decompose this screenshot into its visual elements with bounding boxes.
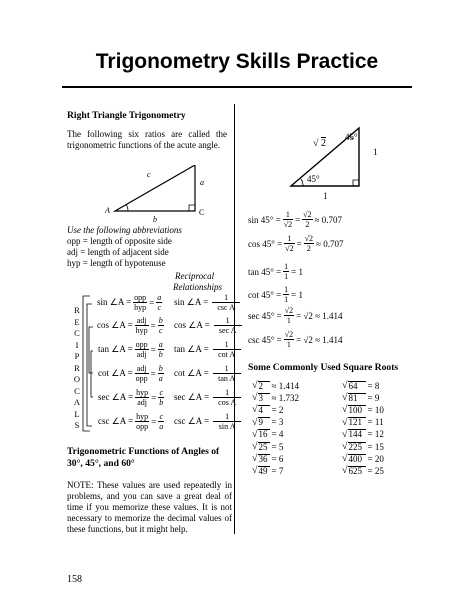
reciprocal-row: [174, 293, 240, 312]
root-value: = 5: [271, 441, 284, 452]
radical-sign: √: [342, 428, 348, 440]
reciprocal-fraction: [213, 340, 241, 359]
radical-sign: √: [342, 416, 348, 428]
page-number: 158: [67, 574, 82, 585]
value-fraction-2: [304, 234, 314, 253]
radicand: 9: [258, 417, 270, 427]
reciprocal-fraction-den: csc A: [217, 303, 235, 312]
value-fraction-num: 1: [283, 210, 293, 220]
square-root-row: [252, 404, 283, 415]
value-function: sin 45° =: [248, 214, 281, 225]
value-fraction-den: √2: [285, 244, 294, 253]
ratio-letter-fraction: [156, 293, 162, 312]
reciprocal-row: [174, 388, 241, 407]
vertical-letter: I: [75, 339, 79, 350]
radical-sign: √: [252, 380, 258, 391]
reciprocal-heading-line2: Relationships: [173, 282, 222, 292]
value-row: [248, 234, 343, 253]
vertical-letter: P: [74, 351, 80, 361]
ratio-word-fraction-num: adj: [135, 316, 149, 326]
ratio-word-fraction-num: adj: [135, 364, 149, 374]
radicand: 625: [348, 466, 366, 476]
ratio-letter-fraction-num: a: [158, 340, 163, 349]
label-hyp: 2: [321, 138, 326, 149]
ratio-word-fraction-den: opp: [136, 422, 149, 431]
radical-sign: √: [342, 465, 348, 477]
radicand: 16: [258, 429, 268, 440]
hyp-radical: √: [313, 138, 319, 149]
radicand: 2: [258, 381, 270, 391]
vertical-letter: C: [74, 385, 80, 396]
value-result: = 1: [291, 289, 303, 300]
square-root-row: [342, 429, 384, 440]
root-value: = 9: [367, 392, 380, 403]
ratio-letter-fraction-den: c: [158, 326, 163, 335]
reciprocal-fraction-num: 1: [213, 388, 241, 398]
abbr-opp: opp = length of opposite side: [67, 236, 172, 246]
ratio-letter-fraction: [158, 364, 164, 383]
title-rule: [62, 86, 412, 88]
reciprocal-function: tan ∠A =: [174, 344, 209, 354]
value-fraction-2-den: 2: [306, 244, 311, 253]
reciprocal-fraction-num: 1: [214, 316, 242, 326]
square-root-row: [342, 380, 379, 391]
root-value: = 7: [271, 465, 284, 476]
root-value: = 6: [271, 453, 284, 464]
radical-sign: √: [252, 465, 258, 477]
reciprocal-function: sin ∠A =: [174, 297, 209, 307]
ratio-word-fraction-den: hyp: [135, 326, 148, 335]
root-value: = 12: [367, 429, 384, 440]
radicand: 121: [348, 417, 366, 427]
ratio-word-fraction-den: hyp: [134, 303, 147, 312]
value-fraction: [283, 210, 293, 229]
radical-sign: √: [342, 404, 348, 416]
radical-sign: √: [252, 416, 258, 428]
radical-sign: √: [342, 392, 348, 404]
root-value: = 10: [367, 404, 384, 415]
value-result: = √2 ≈ 1.414: [296, 334, 343, 345]
vertical-letter: O: [73, 374, 81, 384]
ratio-function: cot ∠A =: [98, 368, 133, 378]
radicand: 25: [258, 441, 268, 452]
value-fraction: [284, 234, 294, 253]
label-A: A: [105, 206, 110, 215]
ratio-letter-fraction: [158, 388, 164, 407]
root-value: ≈ 1.732: [271, 392, 299, 403]
ratio-letter-fraction: [158, 412, 164, 431]
value-fraction-num: 1: [284, 285, 289, 294]
value-fraction-2-num: √2: [303, 210, 312, 219]
value-fraction-den: 1: [284, 295, 289, 304]
value-fraction: [284, 306, 294, 325]
label-top-angle: 45°: [345, 132, 358, 142]
triangle-45-diagram: [285, 122, 395, 204]
value-fraction: [284, 330, 294, 349]
value-approx: ≈ 0.707: [316, 238, 344, 249]
ratio-function: sin ∠A =: [97, 297, 132, 307]
value-row: [248, 306, 343, 325]
label-c: c: [147, 170, 151, 179]
label-base: 1: [323, 191, 328, 201]
square-roots-heading: Some Commonly Used Square Roots: [248, 362, 399, 373]
vertical-letter: C: [74, 328, 80, 338]
reciprocal-function: csc ∠A =: [174, 416, 210, 426]
vertical-letter: S: [74, 420, 80, 430]
ratio-word-fraction-den: opp: [135, 374, 148, 383]
reciprocal-fraction-den: sin A: [218, 422, 236, 431]
ratio-row: [97, 316, 164, 335]
vertical-letter: E: [74, 316, 80, 327]
ratio-letter-fraction-den: b: [159, 398, 164, 407]
label-C: C: [199, 208, 205, 217]
ratio-word-fraction: [133, 293, 147, 312]
vertical-letter: R: [74, 305, 80, 315]
radical-sign: √: [252, 428, 258, 440]
value-fraction-den: 1: [286, 340, 291, 349]
radical-sign: √: [252, 453, 258, 465]
ratio-letter-fraction-num: c: [159, 412, 163, 421]
root-value: = 8: [367, 380, 380, 391]
ratio-equals: =: [150, 344, 156, 355]
label-b: b: [153, 215, 157, 224]
ratio-word-fraction: [135, 388, 149, 407]
angles-heading: Trigonometric Functions of Angles of 30°, 45°, and 60°: [67, 446, 220, 469]
ratio-row: [98, 364, 164, 383]
radicand: 64: [348, 381, 366, 391]
reciprocal-heading-line1: Reciprocal: [175, 271, 215, 281]
abbr-adj: adj = length of adjacent side: [67, 247, 169, 257]
ratio-word-fraction-num: opp: [135, 340, 148, 349]
reciprocal-fraction: [214, 316, 242, 335]
vertical-letter: R: [74, 362, 80, 373]
square-root-row: [342, 465, 384, 476]
root-value: = 3: [271, 417, 284, 428]
ratio-row: [97, 293, 162, 312]
radicand: 400: [348, 454, 366, 464]
radicand: 36: [258, 453, 268, 464]
reciprocal-fraction-num: 1: [213, 412, 241, 422]
reciprocal-fraction: [212, 293, 240, 312]
value-fraction-num: √2: [284, 306, 294, 315]
square-root-row: [342, 417, 384, 428]
radicand: 144: [348, 429, 366, 439]
ratio-word-fraction: [135, 364, 149, 383]
reciprocal-fraction-num: 1: [212, 293, 240, 303]
radical-sign: √: [252, 441, 258, 452]
square-root-row: [252, 453, 283, 464]
root-value: = 20: [367, 453, 384, 464]
root-value: ≈ 1.414: [271, 380, 299, 391]
reciprocal-fraction-num: 1: [213, 340, 241, 350]
reciprocal-fraction-den: tan A: [218, 374, 236, 383]
reciprocal-row: [174, 340, 241, 359]
radicand: 81: [348, 393, 366, 403]
root-value: = 15: [367, 441, 384, 452]
value-fraction-2-num: √2: [304, 234, 314, 243]
ratio-function: sec ∠A =: [98, 392, 134, 402]
ratio-word-fraction-num: hyp: [136, 412, 149, 421]
value-fraction: [283, 262, 289, 281]
ratio-equals: =: [150, 320, 156, 331]
ratio-word-fraction: [135, 340, 149, 359]
ratio-word-fraction-num: hyp: [136, 388, 149, 397]
value-fraction-den: 1: [284, 272, 289, 281]
ratio-row: [98, 388, 164, 407]
reciprocal-fraction: [213, 364, 241, 383]
value-fraction-den: √2: [283, 220, 293, 229]
value-function: cot 45° =: [248, 289, 282, 300]
root-value: = 4: [271, 429, 284, 440]
ratio-word-fraction-den: adj: [137, 398, 148, 407]
page-title: Trigonometry Skills Practice: [95, 50, 379, 73]
label-a: a: [200, 178, 204, 187]
reciprocal-row: [174, 316, 242, 335]
ratio-function: csc ∠A =: [98, 416, 134, 426]
value-equals: =: [296, 238, 302, 249]
radicand: 100: [348, 405, 366, 415]
vertical-letter: L: [74, 408, 80, 419]
value-fraction-num: 1: [284, 262, 289, 271]
value-equals: =: [295, 214, 301, 225]
reciprocal-fraction: [213, 412, 241, 431]
ratio-letter-fraction-den: a: [158, 374, 163, 383]
reciprocal-function: sec ∠A =: [174, 392, 210, 402]
ratio-word-fraction: [135, 316, 149, 335]
square-root-row: [252, 392, 299, 403]
ratio-equals: =: [150, 368, 156, 379]
ratio-letter-fraction-num: a: [157, 293, 162, 302]
radical-sign: √: [252, 392, 258, 404]
square-root-row: [252, 380, 299, 391]
ratio-letter-fraction-num: c: [159, 388, 163, 397]
square-root-row: [252, 441, 283, 452]
root-value: = 2: [271, 404, 284, 415]
radicand: 4: [258, 405, 270, 415]
value-function: tan 45° =: [248, 266, 282, 277]
square-root-row: [252, 429, 283, 440]
right-triangle-diagram: [95, 165, 225, 225]
value-function: sec 45° =: [248, 310, 282, 321]
square-root-row: [252, 465, 283, 476]
value-result: = 1: [291, 266, 303, 277]
ratio-row: [98, 340, 164, 359]
ratio-letter-fraction-num: b: [158, 316, 163, 325]
ratio-equals: =: [151, 416, 157, 427]
value-fraction-num: 1: [284, 234, 294, 244]
ratio-letter-fraction-num: b: [158, 364, 163, 373]
intro-paragraph: The following six ratios are called the trigonometric functions of the acute angle.: [67, 129, 227, 150]
reciprocal-fraction-num: 1: [213, 364, 241, 374]
label-side: 1: [373, 147, 378, 157]
reciprocal-fraction-den: cos A: [218, 398, 237, 407]
radical-sign: √: [252, 404, 258, 416]
reciprocal-row: [174, 412, 241, 431]
value-result: = √2 ≈ 1.414: [296, 310, 343, 321]
square-root-row: [342, 441, 384, 452]
square-root-row: [342, 404, 384, 415]
abbr-hyp: hyp = length of hypotenuse: [67, 258, 166, 268]
ratio-equals: =: [151, 392, 157, 403]
value-row: [248, 330, 343, 349]
radicand: 225: [348, 442, 366, 452]
section-heading-right-triangle: Right Triangle Trigonometry: [67, 110, 186, 121]
ratio-letter-fraction-den: b: [158, 350, 163, 359]
ratio-row: [98, 412, 164, 431]
reciprocal-fraction: [213, 388, 241, 407]
ratio-word-fraction-den: adj: [136, 350, 147, 359]
value-fraction-num: √2: [284, 330, 294, 339]
value-row: [248, 262, 303, 281]
value-fraction-2: [302, 210, 312, 229]
radicand: 3: [258, 393, 270, 403]
value-fraction-den: 1: [286, 316, 291, 325]
value-fraction: [283, 285, 289, 304]
abbreviations-heading: Use the following abbreviations: [67, 225, 182, 235]
value-function: cos 45° =: [248, 238, 283, 249]
ratio-word-fraction: [135, 412, 149, 431]
reciprocal-function: cos ∠A =: [174, 320, 210, 330]
ratio-word-fraction-num: opp: [134, 293, 147, 302]
ratio-equals: =: [149, 297, 155, 308]
root-value: = 25: [367, 465, 384, 476]
square-root-row: [342, 453, 384, 464]
ratio-letter-fraction: [158, 316, 164, 335]
reciprocal-fraction-den: sec A: [218, 326, 237, 335]
ratio-letter-fraction-den: c: [157, 303, 162, 312]
radical-sign: √: [342, 380, 348, 391]
value-approx: ≈ 0.707: [314, 214, 342, 225]
radical-sign: √: [342, 441, 348, 452]
radical-sign: √: [342, 453, 348, 465]
value-row: [248, 210, 342, 229]
value-row: [248, 285, 303, 304]
vertical-letter: A: [73, 397, 81, 407]
reciprocal-function: cot ∠A =: [174, 368, 209, 378]
square-root-row: [252, 417, 283, 428]
reciprocal-row: [174, 364, 241, 383]
value-fraction-2-den: 2: [305, 220, 310, 229]
value-function: csc 45° =: [248, 334, 282, 345]
ratio-letter-fraction: [158, 340, 164, 359]
ratio-function: tan ∠A =: [98, 344, 133, 354]
root-value: = 11: [367, 417, 384, 428]
ratio-function: cos ∠A =: [97, 320, 133, 330]
label-bottom-angle: 45°: [307, 174, 320, 184]
radicand: 49: [258, 465, 268, 476]
reciprocal-fraction-den: cot A: [218, 350, 236, 359]
square-root-row: [342, 392, 379, 403]
ratio-letter-fraction-den: a: [159, 422, 164, 431]
note-paragraph: NOTE: These values are used repeatedly in problems, and you can save a great deal of time if you memorize these values. It is not necessary to memorize the decimal values of these functions, but it might help.: [67, 480, 232, 534]
